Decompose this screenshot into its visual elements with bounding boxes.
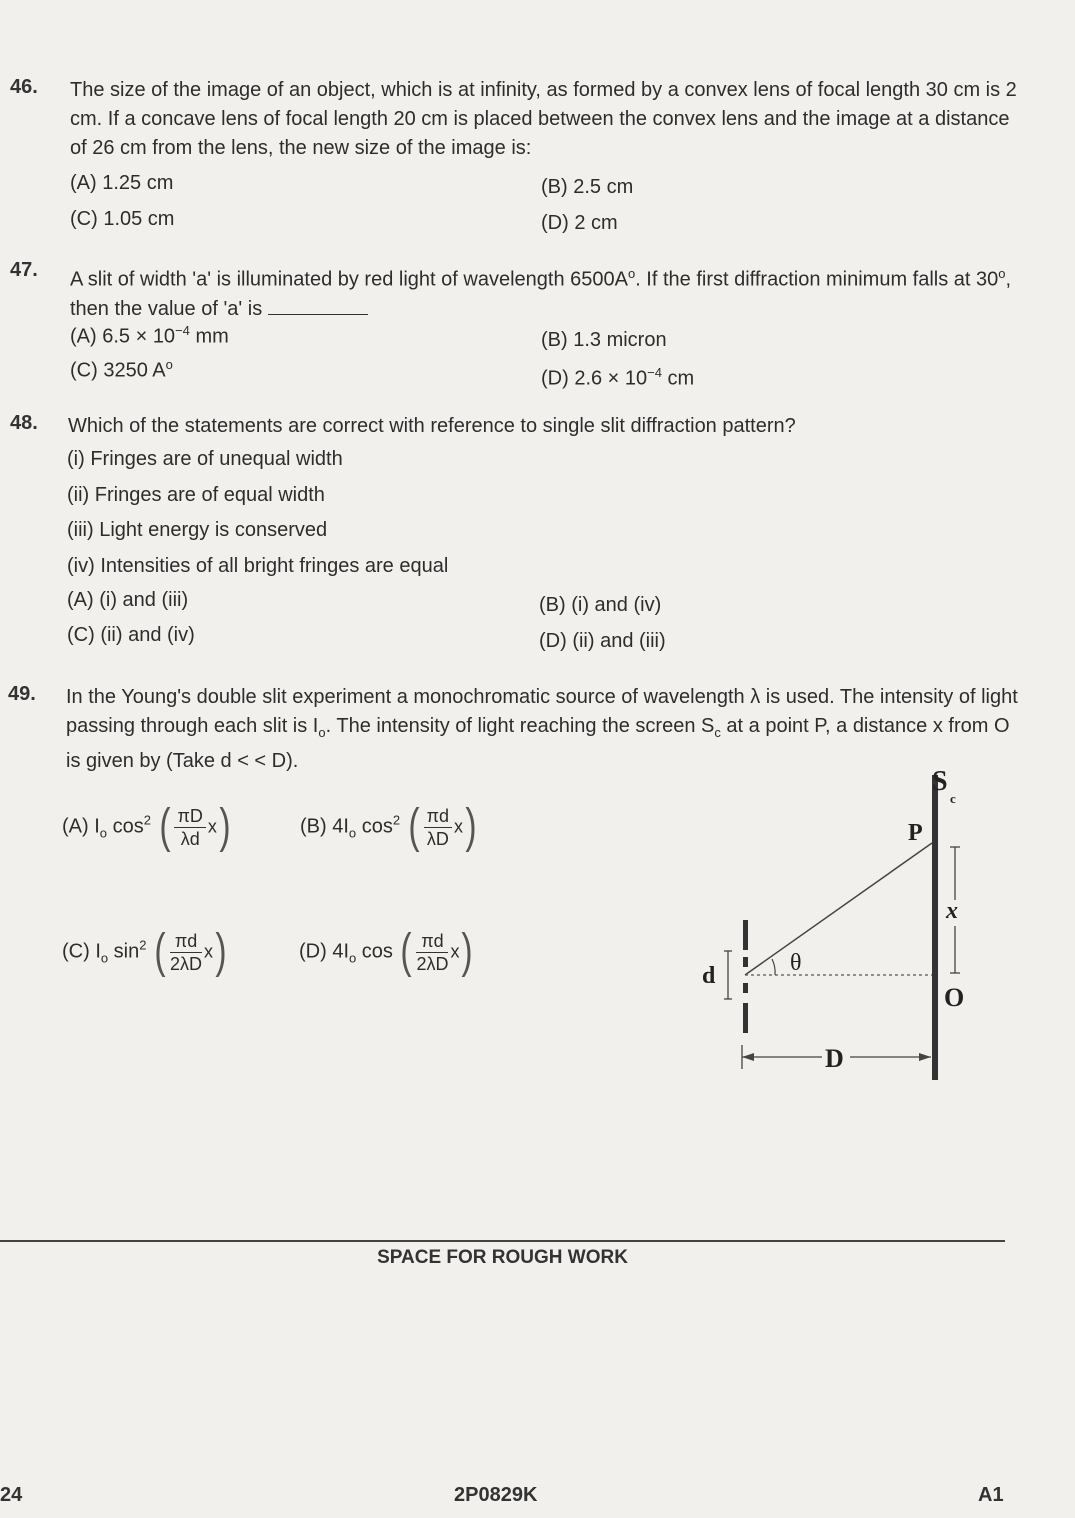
option-d: (D) $2.6 \times 10^{-4}$ cm [541, 365, 695, 390]
option-a: (A) (i) and (iii) [67, 589, 189, 611]
option-a: (A) $6.5 \times 10^{-4}$ mm [70, 323, 229, 348]
label-big-d: D [825, 1044, 844, 1073]
option-b: (B) (i) and (iv) [539, 594, 662, 616]
paper-set: A1 [978, 1484, 1004, 1506]
option-c: (C) 3250 $A^o$ [70, 357, 173, 382]
ydse-diagram [690, 765, 980, 1085]
rough-work-heading: SPACE FOR ROUGH WORK [377, 1247, 628, 1268]
slit-bottom [743, 1003, 748, 1033]
question-46 [10, 76, 1020, 234]
label-s: S [932, 766, 948, 797]
question-number: 48. [10, 412, 38, 434]
rough-work-divider [0, 1240, 1005, 1242]
question-number: 49. [8, 683, 36, 705]
option-d: (D) 2 cm [541, 212, 618, 234]
question-text: In the Young's double slit experiment a monochromatic source of wavelength λ is used. The intensity of light passing through each slit is $I_o$. The intensity of light reaching the screen $S_c$ at a point P, a distance x from O is given by (Take d < < D). [66, 686, 1018, 772]
option-c: (C) 1.05 cm [70, 208, 175, 230]
statement-2: (ii) Fringes are of equal width [67, 484, 325, 506]
page-number: 24 [0, 1484, 23, 1506]
question-number: 47. [10, 259, 38, 281]
question-47 [10, 259, 1020, 390]
screen [932, 775, 938, 1080]
label-s-sub: c [950, 791, 956, 806]
question-number: 46. [10, 76, 38, 98]
ray-to-p [745, 843, 932, 975]
option-b: (B) $4I_o$ $\cos^2$ ( $\frac{\pi d}{\lambda D}$ x) [300, 800, 477, 853]
option-d: (D) $4I_o$ cos ( $\frac{\pi d}{2\lambda D}$ x) [299, 925, 474, 978]
slit-top [743, 920, 748, 950]
question-text: The size of the image of an object, which is at infinity, as formed by a convex lens of focal length 30 cm is 2 cm. If a concave lens of focal length 20 cm is placed between the convex lens and the image at a distance of 26 cm from the lens, the new size of the image is: [70, 79, 1017, 159]
option-b: (B) 2.5 cm [541, 176, 634, 198]
label-p: P [908, 820, 923, 846]
label-x: x [946, 898, 958, 924]
statement-1: (i) Fringes are of unequal width [67, 448, 343, 470]
option-b: (B) 1.3 micron [541, 329, 667, 351]
slit-middle-bottom [743, 983, 748, 993]
theta-arc [772, 959, 775, 975]
question-48 [10, 412, 1020, 652]
paper-code: 2P0829K [454, 1484, 538, 1506]
label-d: d [702, 963, 716, 989]
option-c: (C) (ii) and (iv) [67, 624, 195, 646]
option-a: (A) $I_o$ $\cos^2$ ( $\frac{\pi D}{\lambda d}$ x) [62, 800, 231, 853]
slit-middle-top [743, 957, 748, 967]
option-a: (A) 1.25 cm [70, 172, 174, 194]
question-49 [8, 683, 1020, 978]
label-theta: θ [790, 950, 802, 976]
question-text: A slit of width 'a' is illuminated by red light of wavelength $6500A^o$. If the first diffraction minimum falls at 30$^o$, then the value of 'a' is [70, 266, 1012, 320]
label-o: O [944, 983, 965, 1012]
question-text: Which of the statements are correct with reference to single slit diffraction pattern? [68, 415, 796, 437]
answer-blank [268, 296, 368, 315]
statement-3: (iii) Light energy is conserved [67, 519, 328, 541]
option-c: (C) $I_o$ $\sin^2$ ( $\frac{\pi d}{2\lambda D}$ x) [62, 925, 227, 978]
statement-4: (iv) Intensities of all bright fringes are equal [67, 555, 449, 577]
option-d: (D) (ii) and (iii) [539, 630, 666, 652]
